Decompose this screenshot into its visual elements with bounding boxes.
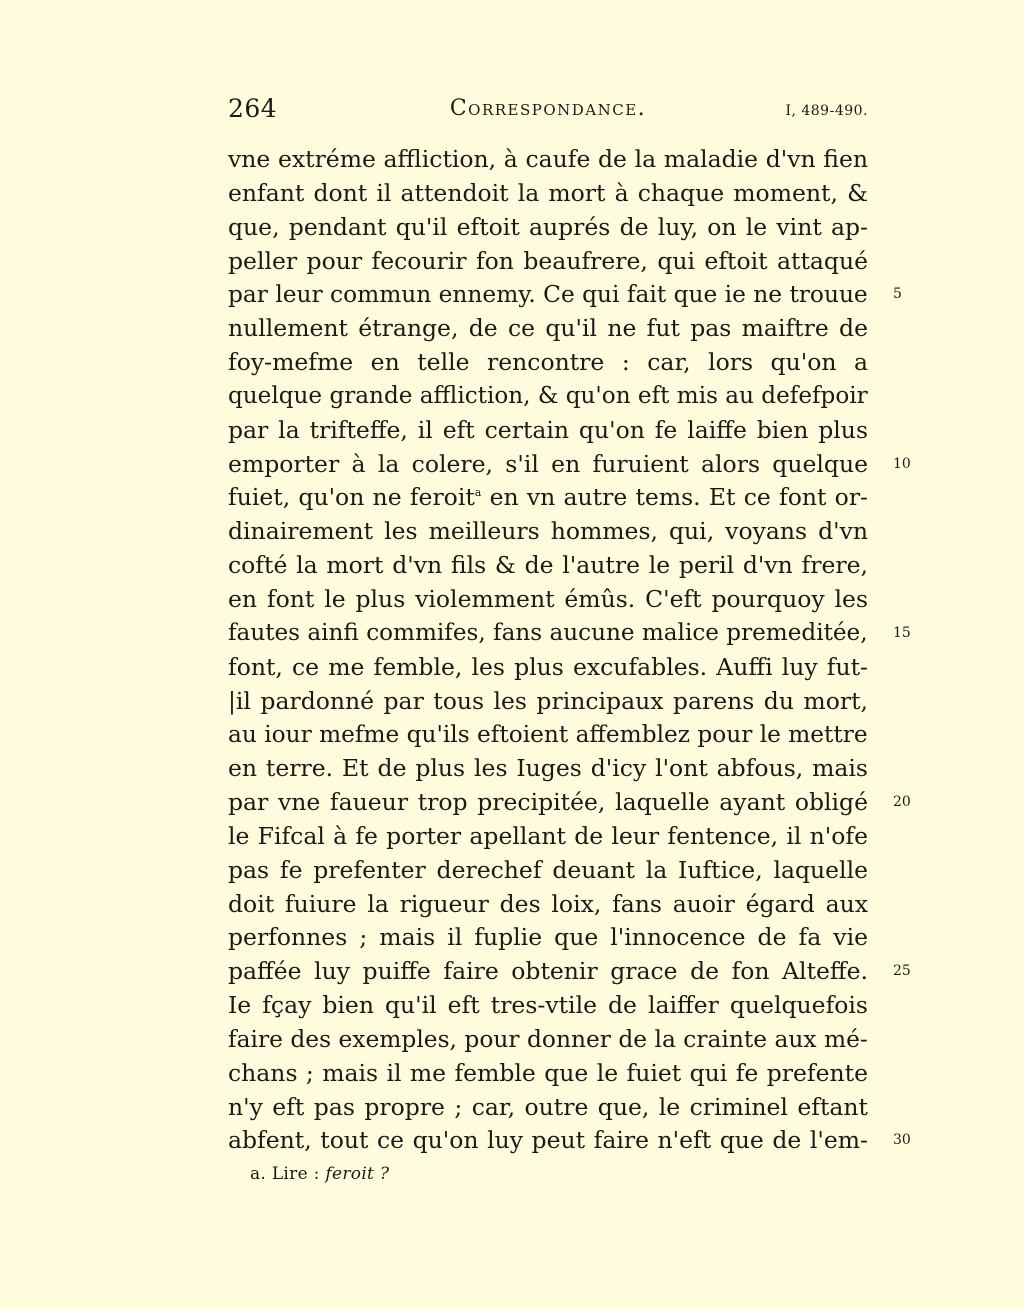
text-line bbox=[228, 955, 911, 989]
line-text: le Fifcal à fe porter apellant de leur fentence, il n'ofe bbox=[228, 821, 868, 850]
line-text: en font le plus violemment émûs. C'eft pourquoy les bbox=[228, 584, 868, 613]
text-line bbox=[228, 143, 868, 177]
line-text: faire des exemples, pour donner de la crainte aux mé- bbox=[228, 1024, 868, 1053]
text-line bbox=[228, 786, 911, 820]
line-text: quelque grande affliction, & qu'on eft mis au defefpoir bbox=[228, 382, 868, 409]
footnote bbox=[250, 1164, 389, 1184]
edition-reference: I, 489-490. bbox=[785, 103, 868, 119]
line-text: perfonnes ; mais il fuplie que l'innocence de fa vie bbox=[228, 923, 868, 952]
margin-line-number: 25 bbox=[893, 963, 911, 980]
line-text: que, pendant qu'il eftoit auprés de luy, on le vint ap- bbox=[228, 212, 868, 241]
text-line bbox=[228, 549, 868, 583]
line-text: enfant dont il attendoit la mort à chaque moment, & bbox=[228, 178, 868, 207]
text-line bbox=[228, 1057, 868, 1091]
text-line bbox=[228, 312, 868, 346]
line-text: abfent, tout ce qu'on luy peut faire n'eft que de l'em- bbox=[228, 1126, 868, 1155]
margin-line-number: 10 bbox=[893, 455, 911, 472]
line-text-rest: en vn autre tems. Et ce font or- bbox=[481, 483, 868, 512]
running-head bbox=[228, 94, 868, 130]
line-text: par leur commun ennemy. Ce qui fait que ie ne trouue bbox=[228, 281, 868, 309]
text-line bbox=[228, 414, 868, 448]
text-line bbox=[228, 346, 868, 380]
margin-line-number: 30 bbox=[893, 1132, 911, 1149]
text-line bbox=[228, 177, 868, 211]
text-line bbox=[228, 888, 868, 922]
line-text: emporter à la colere, s'il en furuient alors quelque bbox=[228, 449, 868, 478]
line-text: paffée luy puiffe faire obtenir grace de fon Alteffe. bbox=[228, 957, 868, 986]
text-line bbox=[228, 685, 868, 719]
text-line bbox=[228, 1091, 868, 1125]
text-line bbox=[228, 380, 868, 414]
line-text: chans ; mais il me femble que le fuiet qui fe prefente bbox=[228, 1058, 868, 1087]
text-line bbox=[228, 1023, 868, 1057]
line-text: en terre. Et de plus les Iuges d'icy l'ont abfous, mais bbox=[228, 754, 868, 783]
page-number: 264 bbox=[228, 94, 278, 123]
margin-line-number: 15 bbox=[893, 624, 911, 641]
text-line bbox=[228, 1124, 911, 1158]
line-text: doit fuiure la rigueur des loix, fans auoir égard aux bbox=[228, 889, 868, 918]
text-line bbox=[228, 278, 902, 312]
line-text: Ie fçay bien qu'il eft tres-vtile de laiffer quelquefois bbox=[228, 991, 868, 1020]
line-text: par la trifteffe, il eft certain qu'on fe laiffe bien plus bbox=[228, 415, 868, 444]
text-line bbox=[228, 481, 868, 515]
line-text: foy-mefme en telle rencontre : car, lors qu'on a bbox=[228, 348, 868, 377]
footnote-reading: feroit ? bbox=[325, 1164, 390, 1184]
line-text: peller pour fecourir fon beaufrere, qui eftoit attaqué bbox=[228, 246, 868, 275]
text-line bbox=[228, 583, 868, 617]
footnote-marker: a bbox=[474, 486, 482, 500]
footnote-label: a. Lire : bbox=[250, 1164, 326, 1184]
line-text: vne extréme affliction, à caufe de la maladie d'vn fien bbox=[228, 145, 868, 173]
text-line bbox=[228, 820, 868, 854]
line-text: |il pardonné par tous les principaux parens du mort, bbox=[228, 686, 868, 715]
text-line bbox=[228, 448, 911, 482]
line-text: fautes ainfi commifes, fans aucune malice premeditée, bbox=[228, 619, 868, 646]
text-line bbox=[228, 515, 868, 549]
text-line bbox=[228, 651, 868, 685]
body-text bbox=[228, 143, 911, 1158]
line-text: fuiet, qu'on ne feroit bbox=[228, 483, 475, 512]
text-line bbox=[228, 989, 868, 1023]
margin-line-number: 20 bbox=[893, 794, 911, 811]
text-line bbox=[228, 245, 868, 279]
text-line bbox=[228, 921, 868, 955]
line-text: n'y eft pas propre ; car, outre que, le criminel eftant bbox=[228, 1092, 868, 1121]
text-line bbox=[228, 211, 868, 245]
line-text: cofté la mort d'vn fils & de l'autre le peril d'vn frere, bbox=[228, 551, 868, 580]
running-title: Correspondance. bbox=[449, 96, 647, 121]
line-text: par vne faueur trop precipitée, laquelle ayant obligé bbox=[228, 788, 868, 817]
line-text: dinairement les meilleurs hommes, qui, voyans d'vn bbox=[228, 517, 868, 546]
line-text: pas fe prefenter derechef deuant la Iuftice, laquelle bbox=[228, 855, 868, 884]
line-text: font, ce me femble, les plus excufables. Auffi luy fut- bbox=[228, 652, 868, 681]
line-text: au iour mefme qu'ils eftoient affemblez pour le mettre bbox=[228, 721, 868, 749]
text-line bbox=[228, 718, 868, 752]
margin-line-number: 5 bbox=[893, 286, 902, 303]
line-text: nullement étrange, de ce qu'il ne fut pas maiftre de bbox=[228, 314, 868, 343]
text-line bbox=[228, 617, 911, 651]
text-line bbox=[228, 752, 868, 786]
text-line bbox=[228, 854, 868, 888]
